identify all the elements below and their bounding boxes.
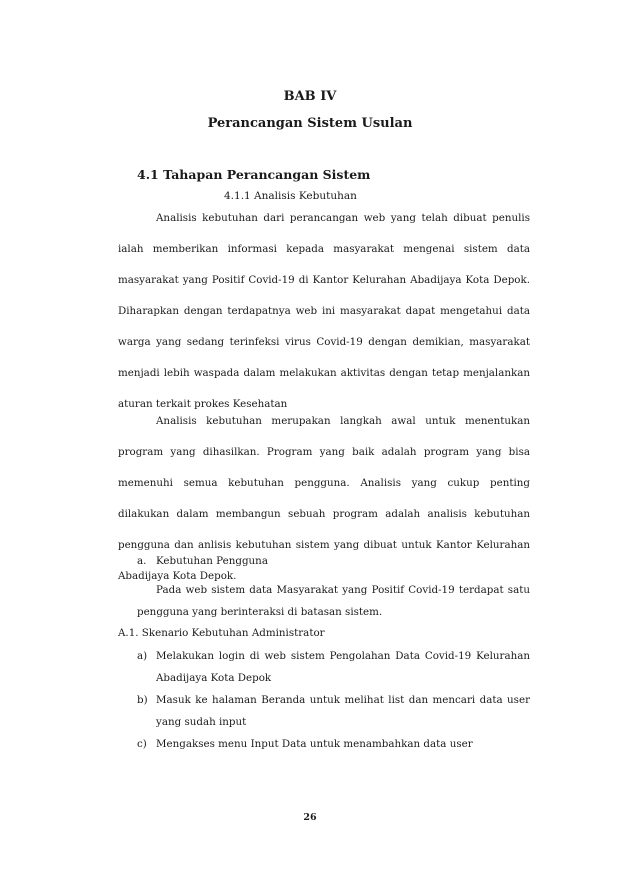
step-marker: b) xyxy=(137,694,148,706)
chapter-title: Perancangan Sistem Usulan xyxy=(207,116,413,131)
scenario-step xyxy=(137,645,530,689)
scenario-steps xyxy=(137,645,530,755)
subsection-heading: 4.1.1 Analisis Kebutuhan xyxy=(224,190,357,202)
step-text: Melakukan login di web sistem Pengolahan Data Covid-19 Kelurahan Abadijaya Kota Depok xyxy=(156,650,530,684)
scenario-step xyxy=(137,689,530,733)
paragraph-pengguna: Pada web sistem data Masyarakat yang Positif Covid-19 terdapat satu pengguna yang berinteraksi di batasan sistem. xyxy=(137,584,530,618)
page-number: 26 xyxy=(303,812,317,823)
step-text: Mengakses menu Input Data untuk menambahkan data user xyxy=(156,738,473,750)
scenario-step xyxy=(137,733,530,755)
paragraph-analisis-2: Analisis kebutuhan merupakan langkah awal untuk menentukan program yang dihasilkan. Program yang baik adalah program yang bisa memenuhi semua kebutuhan pengguna. Analisis yang cukup penting dilakukan dalam membangun sebuah program adalah analisis kebutuhan pengguna dan anlisis kebutuhan sistem yang dibuat untuk Kantor Kelurahan Abadijaya Kota Depok. xyxy=(118,415,530,582)
list-marker: a. xyxy=(137,555,147,567)
list-item-kebutuhan-pengguna xyxy=(137,555,268,567)
scenario-heading: A.1. Skenario Kebutuhan Administrator xyxy=(118,627,325,639)
chapter-label: BAB IV xyxy=(283,89,337,104)
section-heading: 4.1 Tahapan Perancangan Sistem xyxy=(137,167,371,182)
step-marker: c) xyxy=(137,738,147,750)
step-text: Masuk ke halaman Beranda untuk melihat list dan mencari data user yang sudah input xyxy=(156,694,530,728)
paragraph-analisis-1: Analisis kebutuhan dari perancangan web yang telah dibuat penulis ialah memberikan informasi kepada masyarakat mengenai sistem data masyarakat yang Positif Covid-19 di Kantor Kelurahan Abadijaya Kota Depok. Diharapkan dengan terdapatnya web ini masyarakat dapat mengetahui data warga yang sedang terinfeksi virus Covid-19 dengan demikian, masyarakat menjadi lebih waspada dalam melakukan aktivitas dengan tetap menjalankan aturan terkait prokes Kesehatan xyxy=(118,212,530,410)
step-marker: a) xyxy=(137,650,148,662)
list-item-label: Kebutuhan Pengguna xyxy=(156,555,268,567)
